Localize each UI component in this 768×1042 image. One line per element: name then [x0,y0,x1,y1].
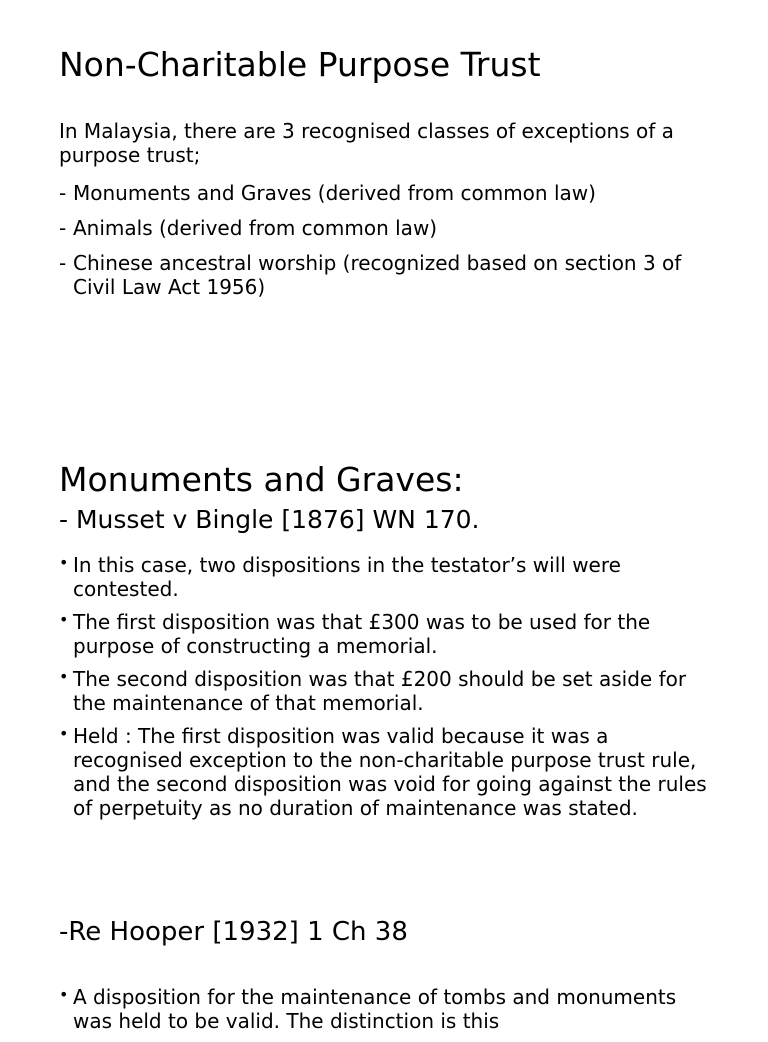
list-item: - Chinese ancestral worship (recognized based on section 3 of Civil Law Act 1956) [59,251,719,299]
slide-monuments-graves [0,440,768,1033]
case-bullets [59,553,719,829]
slide-purpose-trust [0,0,768,400]
intro-text: In Malaysia, there are 3 recognised classes of exceptions of a purpose trust; [59,119,674,167]
list-item: • A disposition for the maintenance of tombs and monuments was held to be valid. The distinction is this [59,985,719,1033]
case-bullets-2 [59,985,719,1042]
slide-title: Non-Charitable Purpose Trust [59,45,541,84]
list-item: • The first disposition was that £300 was to be used for the purpose of constructing a memorial. [59,610,719,658]
case-heading: -Re Hooper [1932] 1 Ch 38 [59,917,408,947]
list-item: • Held : The first disposition was valid because it was a recognised exception to the non-charitable purpose trust rule, and the second disposition was void for going against the rules of perpetuity as no duration of maintenance was stated. [59,724,719,820]
exceptions-list [59,181,719,310]
list-item: • The second disposition was that £200 should be set aside for the maintenance of that memorial. [59,667,719,715]
list-item: - Animals (derived from common law) [59,216,719,240]
case-subtitle: - Musset v Bingle [1876] WN 170. [59,505,480,534]
list-item: - Monuments and Graves (derived from common law) [59,181,719,205]
list-item: • In this case, two dispositions in the testator’s will were contested. [59,553,719,601]
slide-title: Monuments and Graves: [59,460,464,499]
